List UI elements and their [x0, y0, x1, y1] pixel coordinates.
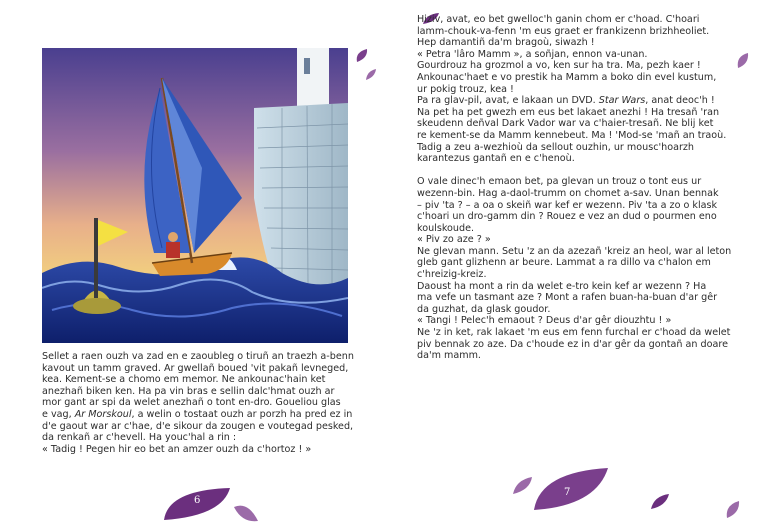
paragraph-gap — [417, 165, 737, 177]
sailboat-lighthouse-illustration — [42, 48, 348, 343]
text-line: c'hoari un dro-gamm din ? Rouez e vez an dud o pourmen eno — [417, 211, 717, 223]
leaf-icon — [365, 68, 377, 82]
leaf-icon — [725, 500, 741, 520]
text-line: « Petra 'lâro Mamm », a soñjan, ennon va-unan. — [417, 48, 648, 60]
text-line: Gourdrouz ha grozmol a vo, ken sur ha tra. Ma, pezh kaer ! — [417, 60, 701, 72]
text-line: Hep damantiñ da'm bragoù, siwazh ! — [417, 37, 595, 49]
left-page-text — [42, 351, 360, 455]
text-line: Ne 'z in ket, rak lakaet 'm eus em fenn furchal er c'hoad da welet — [417, 327, 731, 339]
text-line: Ne glevan mann. Setu 'z an da azezañ 'kreiz an heol, war al leton — [417, 245, 732, 257]
text-line: Ankounac'haet e vo prestik ha Mamm a boko din evel kustum, — [417, 71, 717, 83]
text-line: gleb gant glizhenn ar beure. Lammat a ra dillo va c'halon em — [417, 257, 711, 269]
text-fragment: Pa ra glav-pil, avat, e lakaan un DVD. — [417, 95, 599, 107]
text-line: da'm mamm. — [417, 350, 481, 362]
text-fragment: , a welin o tostaat ouzh ar porzh ha pred ez in — [131, 408, 353, 420]
text-fragment: e vag, — [42, 408, 75, 420]
text-line: karantezus gantañ en e c'henoù. — [417, 153, 575, 165]
leaf-icon — [650, 493, 670, 511]
text-line: Daoust ha mont a rin da welet e-tro kein kef ar wezenn ? Ha — [417, 280, 707, 292]
text-line: skeudenn deñval Dark Vador war va c'haier-tresañ. Ne blij ket — [417, 118, 714, 130]
text-line — [42, 409, 360, 421]
text-line: da guzhat, da glask goudor. — [417, 303, 551, 315]
text-line: mor gant ar spi da welet anezhañ o tont en-dro. Goueliou glas — [42, 397, 341, 409]
film-title: Star Wars — [598, 95, 646, 107]
text-line: – piv 'ta ? – a oa o skeiñ war kef er wezenn. Piv 'ta a zo o klask — [417, 199, 718, 211]
text-line: O vale dinec'h emaon bet, pa glevan un trouz o tont eus ur — [417, 176, 702, 188]
text-line: ma vefe un tasmant aze ? Mont a rafen buan-ha-buan d'ar gêr — [417, 292, 718, 304]
text-line: lamm-chouk-va-fenn 'm eus graet er frankizenn brizhheoliet. — [417, 25, 710, 37]
text-line: re kement-se da Mamm kennebeut. Ma ! 'Mod-se 'mañ an traoù. — [417, 129, 727, 141]
text-line: Na pet ha pet gwezh em eus bet lakaet anezhi ! Ha tresañ 'ran — [417, 106, 720, 118]
text-line: « Piv zo aze ? » — [417, 234, 491, 246]
text-line: d'e gaout war ar c'hae, d'e sikour da zougen e voutegad pesked, — [42, 420, 354, 432]
right-page-text — [417, 14, 737, 362]
text-line: « Tadig ! Pegen hir eo bet an amzer ouzh da c'hortoz ! » — [42, 443, 312, 455]
page-number: 6 — [194, 495, 201, 506]
illustration-drawing — [42, 48, 348, 343]
text-line: kea. Kement-se a chomo em memor. Ne ankounac'hain ket — [42, 374, 326, 386]
text-line: Hiziv, avat, eo bet gwelloc'h ganin chom er c'hoad. C'hoari — [417, 14, 700, 25]
text-line: da renkañ ar c'hevell. Ha youc'hal a rin : — [42, 432, 237, 444]
leaf-icon — [355, 48, 369, 64]
boat-name: Ar Morskoul — [74, 408, 132, 420]
text-line: koulskoude. — [417, 222, 475, 234]
leaf-icon — [232, 503, 260, 525]
text-line: c'hreizig-kreiz. — [417, 269, 487, 281]
text-line: piv bennak zo aze. Da c'houde ez in d'ar gêr da gontañ an doare — [417, 338, 728, 350]
text-line: anezhañ biken ken. Ha pa vin bras e sellin dalc'hmat ouzh ar — [42, 385, 335, 397]
text-line: « Tangi ! Pelec'h emaout ? Deus d'ar gêr diouzhtu ! » — [417, 315, 672, 327]
text-line: Tadig a zeu a-wezhioù da sellout ouzhin, ur mousc'hoarzh — [417, 141, 695, 153]
text-fragment: , anat deoc'h ! — [645, 95, 715, 107]
text-line — [417, 95, 737, 107]
text-line: Sellet a raen ouzh va zad en e zaoubleg o tiruñ an traezh a-benn — [42, 351, 354, 362]
page-number: 7 — [564, 487, 571, 498]
text-line: ur pokig trouz, kea ! — [417, 83, 514, 95]
text-line: wezenn-bin. Hag a-daol-trumm on chomet a-sav. Unan bennak — [417, 187, 719, 199]
leaf-icon — [736, 52, 750, 70]
text-line: kavout un tamm graved. Ar gwellañ boued 'vit pakañ levneged, — [42, 362, 349, 374]
